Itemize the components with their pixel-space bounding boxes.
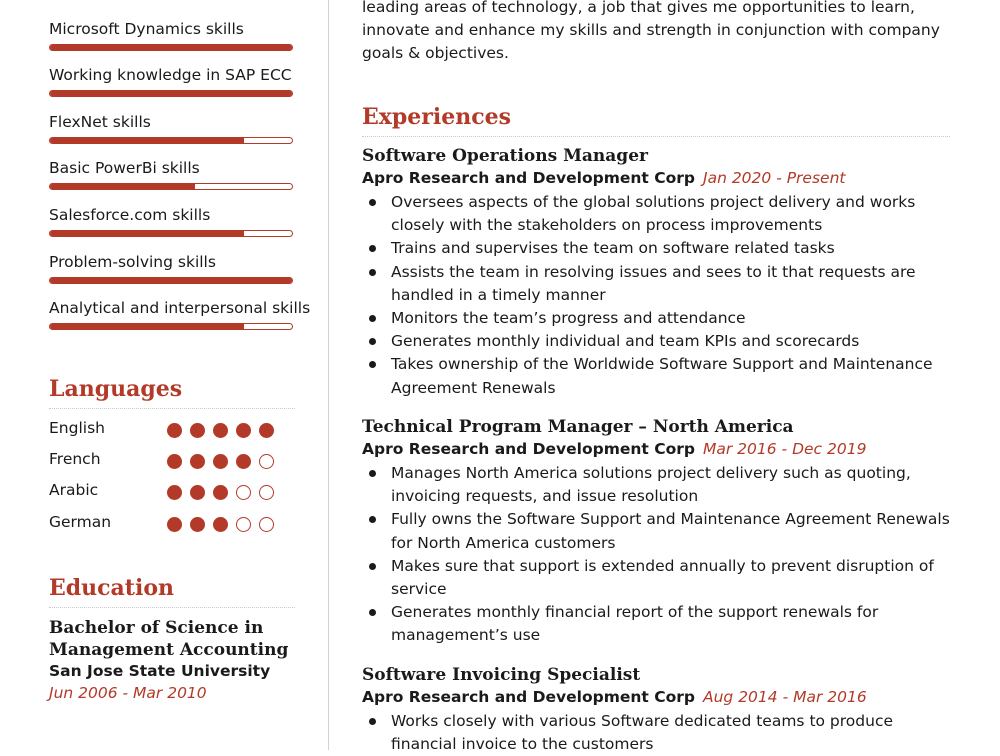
rating-dot-filled: [213, 454, 228, 469]
column-divider: [328, 0, 329, 750]
rating-dot-filled: [213, 517, 228, 532]
skill-label: FlexNet skills: [49, 113, 151, 131]
rating-dot-filled: [190, 423, 205, 438]
skill-bar-fill: [50, 45, 292, 50]
language-name: German: [49, 513, 112, 531]
skill-label: Basic PowerBi skills: [49, 159, 200, 177]
rating-dot-filled: [213, 485, 228, 500]
rating-dot-filled: [236, 423, 251, 438]
section-rule: [49, 607, 295, 608]
job-title: Technical Program Manager – North America: [362, 417, 794, 437]
rating-dot-filled: [167, 485, 182, 500]
language-item: [49, 450, 295, 472]
language-item: [49, 481, 295, 503]
language-rating: [167, 485, 274, 500]
rating-dot-filled: [167, 454, 182, 469]
skill-label: Microsoft Dynamics skills: [49, 20, 244, 38]
skill-bar: [49, 230, 293, 237]
company-name: Apro Research and Development Corp: [362, 169, 695, 187]
skill-bar-fill: [50, 231, 244, 236]
job-company: [362, 688, 867, 706]
rating-dot-filled: [259, 423, 274, 438]
skill-bar: [49, 183, 293, 190]
skill-bar: [49, 277, 293, 284]
language-rating: [167, 517, 274, 532]
right-column: [362, 0, 962, 754]
bullet-item: Assists the team in resolving issues and sees to it that requests are handled in a timely manner: [362, 261, 962, 307]
languages-heading: Languages: [49, 376, 183, 402]
skill-label: Salesforce.com skills: [49, 206, 211, 224]
job-dates: Mar 2016 - Dec 2019: [703, 440, 867, 458]
summary-text: leading areas of technology, a job that gives me opportunities to learn, innovate and enhance my skills and strength in conjunction with company goals & objectives.: [362, 0, 940, 62]
job-bullets: [362, 191, 962, 400]
rating-dot-filled: [236, 454, 251, 469]
rating-dot-filled: [213, 423, 228, 438]
education-heading: Education: [49, 575, 174, 601]
rating-dot-empty: [236, 517, 251, 532]
bullet-item: Generates monthly financial report of the support renewals for management’s use: [362, 601, 962, 647]
rating-dot-empty: [259, 454, 274, 469]
rating-dot-filled: [167, 517, 182, 532]
language-name: Arabic: [49, 481, 99, 499]
skill-bar: [49, 44, 293, 51]
rating-dot-empty: [259, 517, 274, 532]
rating-dot-filled: [190, 517, 205, 532]
language-item: [49, 513, 295, 535]
language-rating: [167, 423, 274, 438]
job-company: [362, 169, 845, 187]
company-name: Apro Research and Development Corp: [362, 688, 695, 706]
bullet-item: Manages North America solutions project delivery such as quoting, invoicing requests, and issue resolution: [362, 462, 962, 508]
skill-bar-fill: [50, 184, 195, 189]
language-name: English: [49, 419, 105, 437]
skill-bar-fill: [50, 91, 292, 96]
skill-bar-fill: [50, 138, 244, 143]
left-column: [49, 0, 311, 750]
job-title: Software Operations Manager: [362, 146, 648, 166]
bullet-item: Trains and supervises the team on software related tasks: [362, 237, 962, 260]
skill-bar: [49, 90, 293, 97]
skill-label: Problem-solving skills: [49, 253, 216, 271]
job-bullets: [362, 710, 962, 756]
bullet-item: Fully owns the Software Support and Maintenance Agreement Renewals for North America customers: [362, 508, 962, 554]
language-rating: [167, 454, 274, 469]
skill-bar: [49, 323, 293, 330]
bullet-item: Generates monthly individual and team KPIs and scorecards: [362, 330, 962, 353]
bullet-item: Oversees aspects of the global solutions project delivery and works closely with the stakeholders on process improvements: [362, 191, 962, 237]
job-bullets: [362, 462, 962, 648]
section-rule: [362, 136, 950, 137]
bullet-item: Makes sure that support is extended annually to prevent disruption of service: [362, 555, 962, 601]
skill-bar-fill: [50, 278, 292, 283]
rating-dot-filled: [190, 454, 205, 469]
language-item: [49, 419, 295, 441]
rating-dot-filled: [190, 485, 205, 500]
education-dates: Jun 2006 - Mar 2010: [49, 684, 207, 702]
next-section-heading-cut: [49, 740, 139, 752]
bullet-item: Takes ownership of the Worldwide Software Support and Maintenance Agreement Renewals: [362, 353, 962, 399]
rating-dot-empty: [259, 485, 274, 500]
job-title: Software Invoicing Specialist: [362, 665, 641, 685]
bullet-item: Works closely with various Software dedicated teams to produce financial invoice to the customers: [362, 710, 962, 756]
job-dates: Aug 2014 - Mar 2016: [703, 688, 867, 706]
job-company: [362, 440, 866, 458]
bullet-item: Monitors the team’s progress and attendance: [362, 307, 962, 330]
skill-label: Working knowledge in SAP ECC: [49, 66, 292, 84]
skill-bar: [49, 137, 293, 144]
education-school: San Jose State University: [49, 662, 271, 680]
company-name: Apro Research and Development Corp: [362, 440, 695, 458]
language-name: French: [49, 450, 101, 468]
rating-dot-filled: [167, 423, 182, 438]
section-rule: [49, 408, 295, 409]
education-degree: Bachelor of Science in Management Accounting: [49, 618, 289, 660]
experiences-heading: Experiences: [362, 104, 511, 130]
job-dates: Jan 2020 - Present: [703, 169, 846, 187]
rating-dot-empty: [236, 485, 251, 500]
skill-bar-fill: [50, 324, 244, 329]
skill-label: Analytical and interpersonal skills: [49, 299, 311, 317]
